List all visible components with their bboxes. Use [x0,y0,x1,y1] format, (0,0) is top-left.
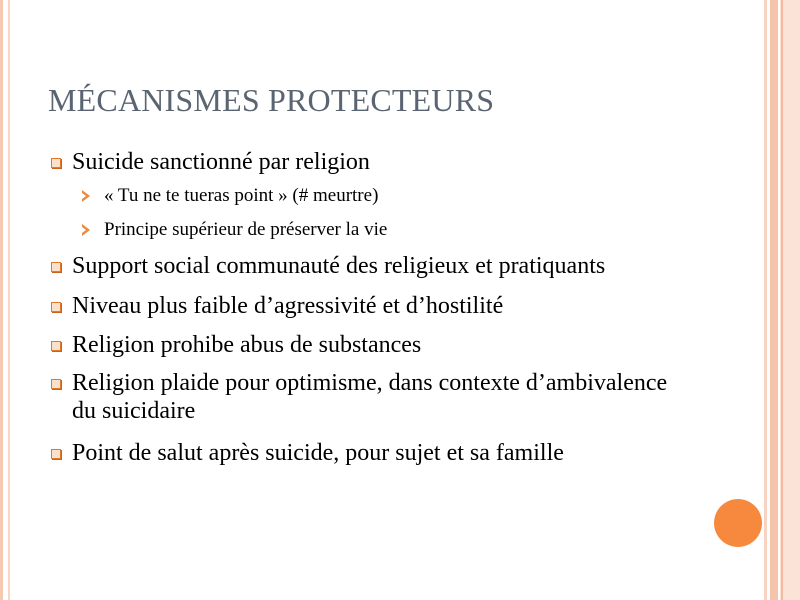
right-border-stripe [764,0,767,600]
bullet-list [48,146,688,467]
bullet-item [48,331,688,359]
bullet-item [48,292,688,320]
square-bullet-icon [51,449,61,459]
bullet-text: Religion prohibe abus de substances [72,332,422,358]
sub-bullet-item [48,218,688,242]
orange-dot-decoration [714,499,762,547]
bullet-item [48,252,632,280]
right-border-stripe [770,0,778,600]
square-bullet-icon [51,262,61,272]
bullet-text: Religion plaide pour optimisme, dans contexte d’ambivalence du suicidaire [72,370,668,424]
square-bullet-icon [51,341,61,351]
slide-title: MÉCANISMES PROTECTEURS [48,82,495,118]
square-bullet-icon [51,379,61,389]
sub-bullet-item [48,184,688,208]
bullet-text: Niveau plus faible d’agressivité et d’hostilité [72,293,504,319]
sub-bullet-text: « Tu ne te tueras point » (# meurtre) [104,185,379,206]
square-bullet-icon [51,158,61,168]
bullet-text: Support social communauté des religieux et pratiquants [72,253,606,279]
left-border-stripe-inner [8,0,10,600]
sub-bullet-text: Principe supérieur de préserver la vie [104,219,388,240]
bullet-item [48,439,652,467]
right-border-band [780,0,800,600]
arrow-bullet-icon [82,224,90,236]
left-border-stripe [0,0,3,600]
arrow-bullet-icon [82,190,90,202]
bullet-item [48,369,672,425]
bullet-item [48,148,688,176]
square-bullet-icon [51,302,61,312]
bullet-text: Point de salut après suicide, pour sujet et sa famille [72,440,564,466]
bullet-text: Suicide sanctionné par religion [72,149,370,175]
right-border-stripe [781,0,783,600]
